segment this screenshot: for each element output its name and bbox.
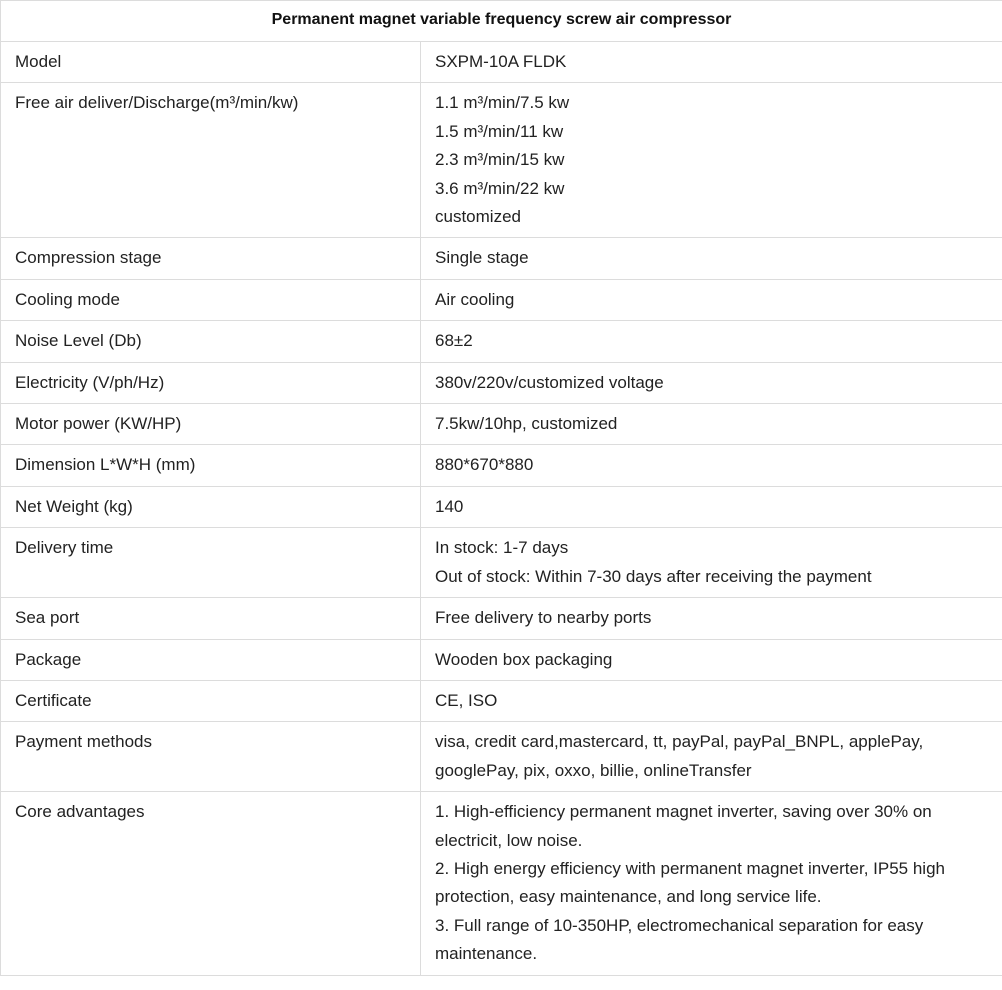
- spec-value-line: Air cooling: [435, 289, 515, 309]
- spec-value-line: 880*670*880: [435, 455, 534, 475]
- spec-value: [421, 792, 1002, 975]
- spec-value-line: 68±2: [435, 331, 473, 351]
- spec-value-line: 7.5kw/10hp, customized: [435, 414, 618, 434]
- spec-label: Compression stage: [1, 238, 421, 279]
- table-row: [1, 722, 1002, 792]
- spec-value-line: 1.5 m³/min/11 kw: [435, 121, 564, 141]
- spec-value-line: Single stage: [435, 248, 529, 268]
- table-row: [1, 404, 1002, 445]
- table-row: [1, 279, 1002, 320]
- spec-label: Payment methods: [1, 722, 421, 792]
- table-row: [1, 598, 1002, 639]
- spec-value: [421, 486, 1002, 527]
- spec-value: [421, 238, 1002, 279]
- spec-value: [421, 404, 1002, 445]
- table-row: [1, 362, 1002, 403]
- spec-value-line: Wooden box packaging: [435, 649, 613, 669]
- spec-label: Certificate: [1, 680, 421, 721]
- spec-label: Dimension L*W*H (mm): [1, 445, 421, 486]
- table-row: [1, 321, 1002, 362]
- table-title-row: [1, 1, 1002, 42]
- spec-value: [421, 83, 1002, 238]
- table-row: [1, 639, 1002, 680]
- spec-value-line: CE, ISO: [435, 690, 498, 710]
- spec-label: Package: [1, 639, 421, 680]
- spec-label: Free air deliver/Discharge(m³/min/kw): [1, 83, 421, 238]
- spec-value: [421, 639, 1002, 680]
- table-row: [1, 238, 1002, 279]
- spec-value-line: 1. High-efficiency permanent magnet inverter, saving over 30% on electricit, low noise.: [435, 802, 932, 850]
- spec-value-line: 3.6 m³/min/22 kw: [435, 178, 565, 198]
- spec-value-line: In stock: 1-7 days: [435, 538, 569, 558]
- spec-value-line: 2.3 m³/min/15 kw: [435, 150, 565, 170]
- spec-value: [421, 680, 1002, 721]
- spec-label: Net Weight (kg): [1, 486, 421, 527]
- spec-label: Electricity (V/ph/Hz): [1, 362, 421, 403]
- spec-label: Noise Level (Db): [1, 321, 421, 362]
- spec-value-line: Free delivery to nearby ports: [435, 608, 652, 628]
- spec-label: Motor power (KW/HP): [1, 404, 421, 445]
- table-title: Permanent magnet variable frequency screw air compressor: [1, 1, 1002, 42]
- spec-label: Cooling mode: [1, 279, 421, 320]
- spec-value-line: visa, credit card,mastercard, tt, payPal, payPal_BNPL, applePay, googlePay, pix, oxxo, billie, onlineTransfer: [435, 732, 924, 780]
- spec-value-line: 380v/220v/customized voltage: [435, 372, 664, 392]
- spec-value-line: 3. Full range of 10-350HP, electromechanical separation for easy maintenance.: [435, 915, 924, 964]
- spec-value: [421, 321, 1002, 362]
- spec-value: [421, 279, 1002, 320]
- table-row: [1, 445, 1002, 486]
- table-row: [1, 792, 1002, 975]
- spec-value: [421, 42, 1002, 83]
- spec-value: [421, 722, 1002, 792]
- table-row: [1, 42, 1002, 83]
- spec-label: Model: [1, 42, 421, 83]
- table-row: [1, 680, 1002, 721]
- table-row: [1, 83, 1002, 238]
- spec-value: [421, 362, 1002, 403]
- spec-label: Core advantages: [1, 792, 421, 975]
- spec-table-body: [1, 42, 1002, 976]
- table-row: [1, 486, 1002, 527]
- spec-value: [421, 445, 1002, 486]
- spec-value-line: customized: [435, 207, 521, 227]
- spec-value-line: 140: [435, 496, 464, 516]
- spec-value-line: SXPM-10A FLDK: [435, 52, 567, 71]
- spec-value-line: Out of stock: Within 7-30 days after receiving the payment: [435, 566, 872, 586]
- spec-value: [421, 528, 1002, 598]
- spec-value-line: 1.1 m³/min/7.5 kw: [435, 93, 570, 113]
- spec-label: Delivery time: [1, 528, 421, 598]
- spec-value-line: 2. High energy efficiency with permanent magnet inverter, IP55 high protection, easy maintenance, and long service life.: [435, 858, 945, 907]
- spec-label: Sea port: [1, 598, 421, 639]
- spec-value: [421, 598, 1002, 639]
- table-row: [1, 528, 1002, 598]
